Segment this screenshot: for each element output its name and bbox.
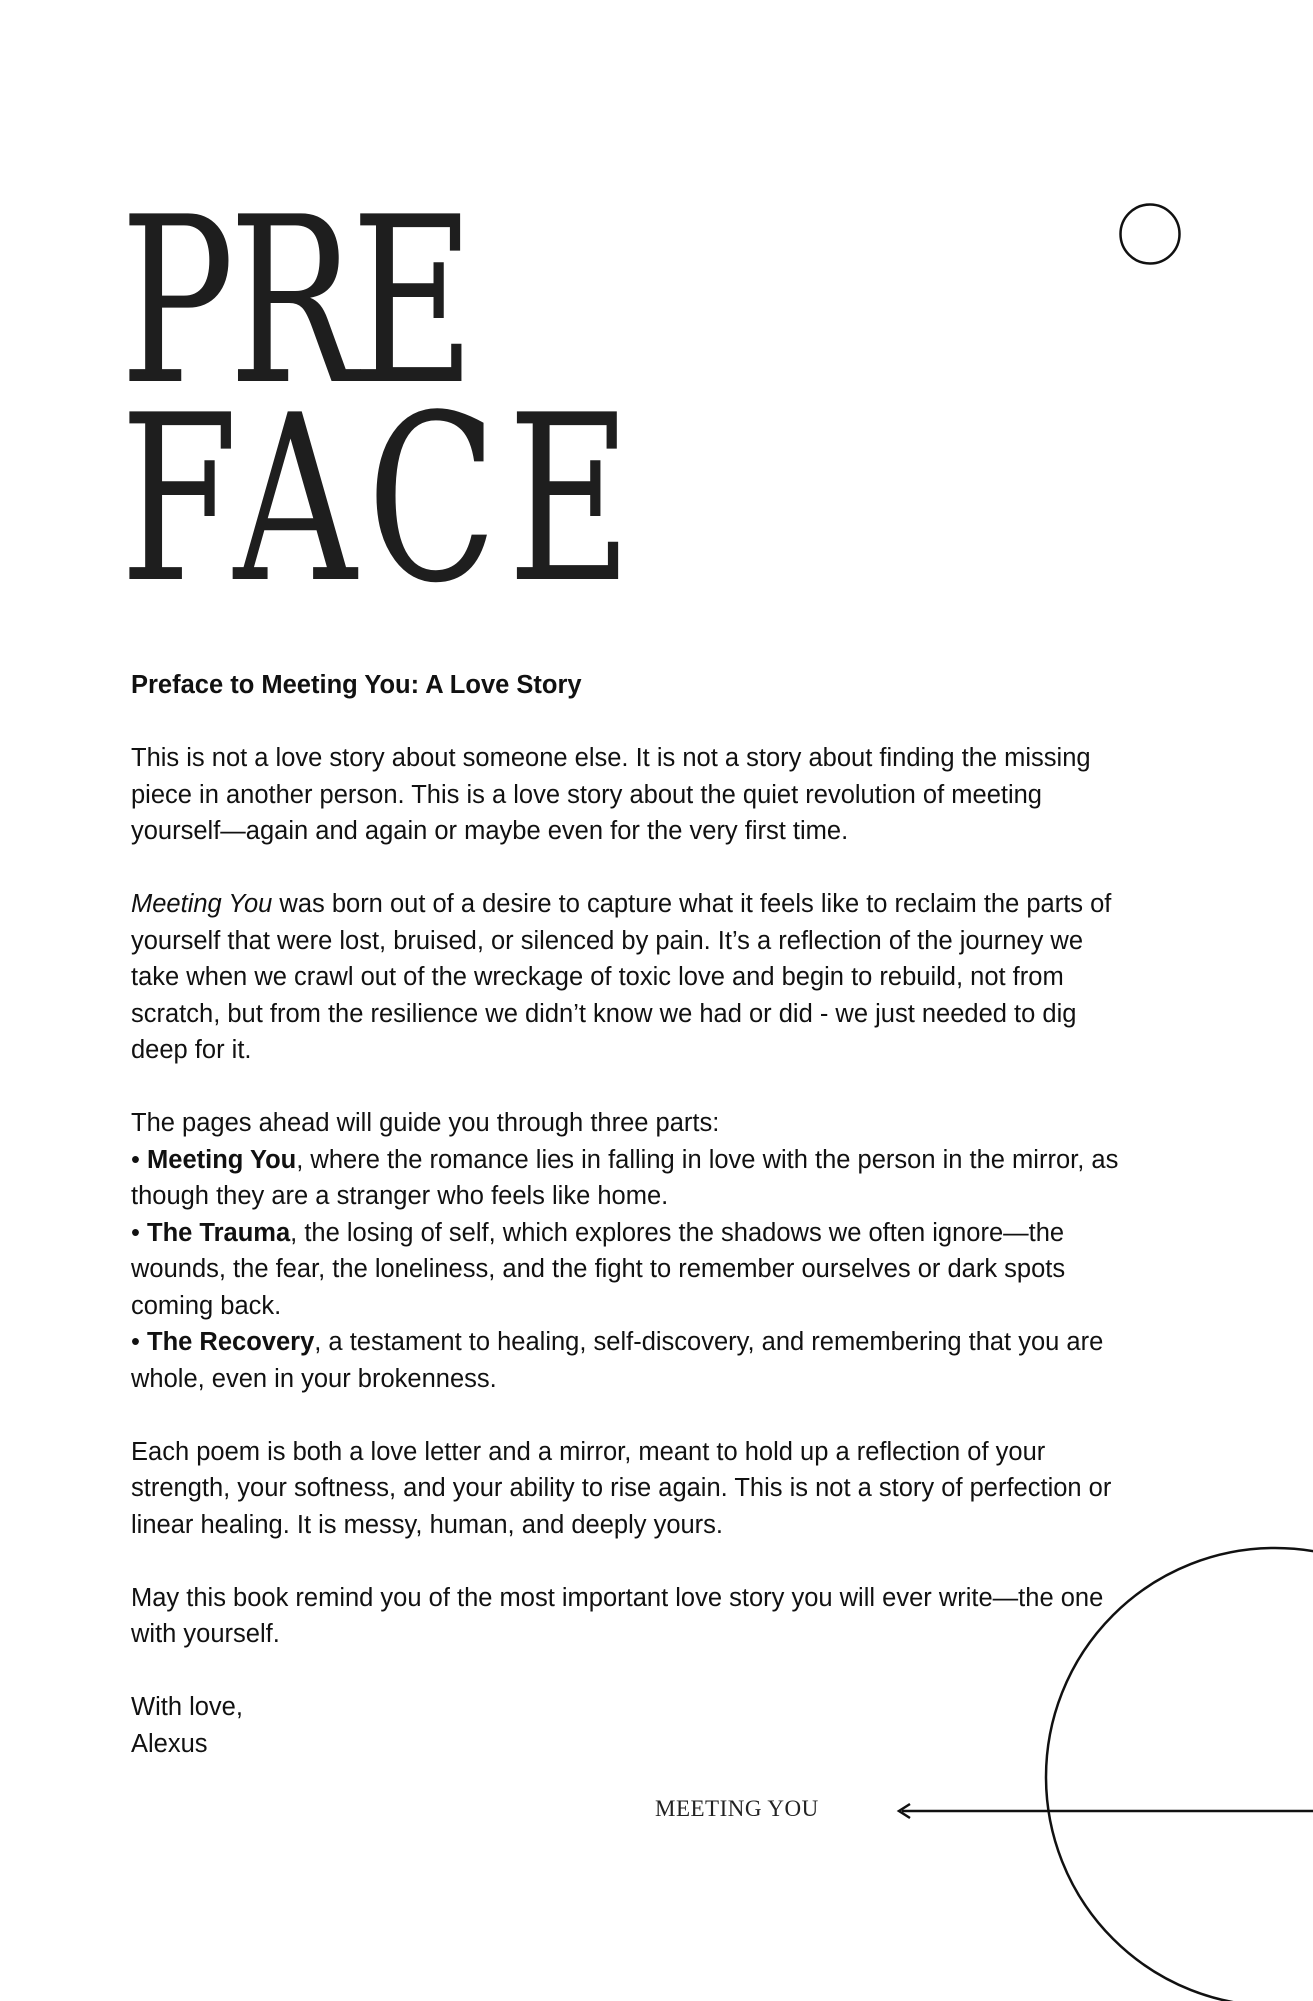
- spacer: [131, 1397, 1131, 1434]
- part-label: The Recovery: [147, 1328, 315, 1356]
- paragraph-origin: [131, 886, 1131, 1069]
- paragraph-closing: May this book remind you of the most important love story you will ever write—the one with yourself.: [131, 1583, 1104, 1648]
- part-item: [131, 1142, 1131, 1215]
- paragraph-intro: This is not a love story about someone else. It is not a story about finding the missing piece in another person. This is a love story about the quiet revolution of meeting yourself—again and again or maybe even for the very first time.: [131, 744, 1091, 845]
- preface-body: [131, 667, 1131, 1762]
- footer-book-title: MEETING YOU: [655, 1796, 819, 1821]
- part-text: , a testament to healing, self-discovery, and remembering that you are whole, even in your brokenness.: [131, 1328, 1104, 1393]
- spacer: [131, 1543, 1131, 1580]
- spacer: [131, 850, 1131, 887]
- part-label: The Trauma: [147, 1218, 291, 1247]
- spacer: [131, 704, 1131, 741]
- part-item: [131, 1324, 1131, 1397]
- part-text: , where the romance lies in falling in love with the person in the mirror, as though they are a stranger who feels like home.: [131, 1145, 1119, 1210]
- preface-heading: Preface to Meeting You: A Love Story: [131, 671, 582, 699]
- part-label: Meeting You: [147, 1145, 297, 1174]
- signoff-name: Alexus: [131, 1729, 208, 1758]
- arrow-left-icon: [899, 1804, 910, 1818]
- signoff-closing: With love,: [131, 1693, 243, 1721]
- spacer: [131, 1653, 1131, 1690]
- spacer: [131, 1069, 1131, 1106]
- title-line-pre: PRE: [120, 169, 470, 436]
- part-item: [131, 1215, 1131, 1325]
- part-text: , the losing of self, which explores the shadows we often ignore—the wounds, the fear, the loneliness, and the fight to remember ourselves or dark spots coming back.: [131, 1218, 1066, 1320]
- small-circle-icon: [1121, 205, 1180, 264]
- parts-intro: The pages ahead will guide you through three parts:: [131, 1109, 720, 1137]
- bullet: •: [131, 1218, 148, 1247]
- bullet: •: [131, 1145, 148, 1174]
- book-title-italic: Meeting You: [131, 890, 273, 918]
- paragraph-poems: Each poem is both a love letter and a mirror, meant to hold up a reflection of your strength, your softness, and your ability to rise again. This is not a story of perfection or linear healing. It is messy, human, and deeply yours.: [131, 1437, 1112, 1539]
- title-line-face: FACE: [120, 367, 643, 634]
- bullet: •: [131, 1328, 148, 1356]
- paragraph-origin-text: was born out of a desire to capture what it feels like to reclaim the parts of yourself that were lost, bruised, or silenced by pain. It’s a reflection of the journey we take when we crawl out of the wreckage of toxic love and begin to rebuild, not from scratch, but from the resilience we didn’t know we had or did - we just needed to dig deep for it.: [131, 890, 1112, 1064]
